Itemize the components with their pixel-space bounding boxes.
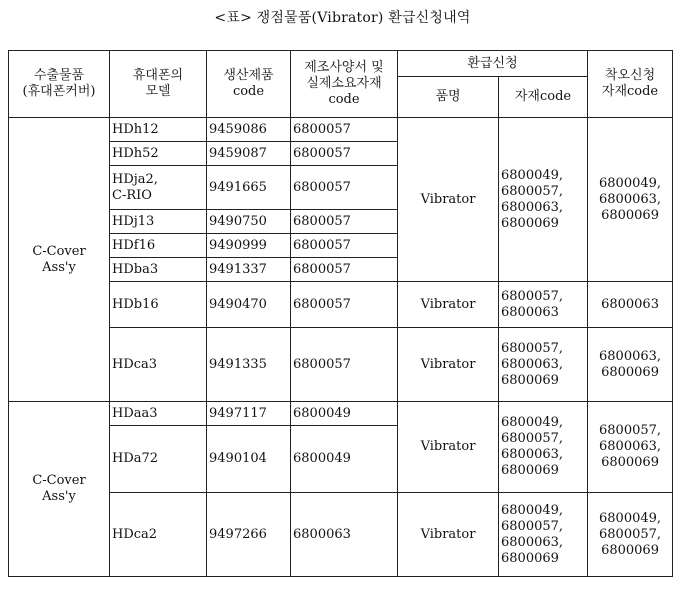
export-goods-cell	[9, 118, 110, 402]
refund-item-cell: Vibrator	[398, 328, 499, 402]
spec-code-cell: 6800057	[291, 234, 398, 258]
header-spec-code-line2: 실제소요자재	[306, 76, 382, 91]
header-phone-model-line1: 휴대폰의	[132, 68, 184, 83]
export-goods-line2: Ass'y	[42, 489, 76, 504]
header-item-name: 품명	[398, 77, 499, 118]
header-mistaken-line1: 착오신청	[604, 68, 656, 83]
code-line: 6800049,	[599, 510, 662, 526]
product-code-cell: 9491335	[207, 328, 291, 402]
code-line: 6800063,	[599, 439, 662, 454]
spec-code-cell: 6800049	[291, 426, 398, 493]
header-export-goods	[9, 51, 110, 118]
export-goods-cell	[9, 402, 110, 577]
code-line: 6800057,	[599, 526, 662, 542]
product-code-cell: 9490750	[207, 210, 291, 234]
code-line: 6800057,	[501, 431, 564, 446]
code-line: 6800049,	[501, 502, 564, 518]
code-line: 6800069	[601, 364, 659, 380]
mistaken-codes-cell: 6800063	[588, 282, 673, 328]
product-code-cell: 9490104	[207, 426, 291, 493]
refund-codes-cell	[499, 402, 588, 493]
spec-code-cell: 6800057	[291, 118, 398, 142]
model-cell: HDba3	[110, 258, 207, 282]
mistaken-codes-cell	[588, 328, 673, 402]
model-cell: HDca3	[110, 328, 207, 402]
product-code-cell: 9459086	[207, 118, 291, 142]
spec-code-cell: 6800057	[291, 166, 398, 210]
product-code-cell: 9490470	[207, 282, 291, 328]
refund-item-cell: Vibrator	[398, 118, 499, 282]
product-code-cell: 9490999	[207, 234, 291, 258]
header-mistaken-request	[588, 51, 673, 118]
code-line: 6800063,	[501, 447, 564, 462]
product-code-cell: 9459087	[207, 142, 291, 166]
header-mistaken-line2: 자재code	[601, 84, 659, 99]
model-cell: HDj13	[110, 210, 207, 234]
code-line: 6800063	[501, 304, 559, 320]
refund-codes-cell	[499, 282, 588, 328]
refund-item-cell: Vibrator	[398, 402, 499, 493]
code-line: 6800049,	[501, 167, 564, 183]
code-line: 6800063,	[501, 356, 564, 372]
table-title: <표> 쟁점물품(Vibrator) 환급신청내역	[214, 10, 471, 26]
spec-code-cell: 6800057	[291, 258, 398, 282]
model-cell: HDh52	[110, 142, 207, 166]
header-phone-model	[110, 51, 207, 118]
spec-code-cell: 6800049	[291, 402, 398, 426]
code-line: 6800057,	[501, 183, 564, 199]
header-export-goods-line1: 수출물품	[33, 68, 85, 83]
model-cell: HDh12	[110, 118, 207, 142]
code-line: 6800063,	[501, 534, 564, 550]
model-cell: HDaa3	[110, 402, 207, 426]
header-row-1	[9, 51, 673, 77]
code-line: 6800057,	[501, 518, 564, 534]
code-line: 6800063,	[599, 348, 662, 364]
code-line: 6800057,	[501, 340, 564, 356]
model-cell: HDf16	[110, 234, 207, 258]
code-line: 6800049,	[501, 415, 564, 430]
header-refund-request: 환급신청	[398, 51, 588, 77]
code-line: 6800069	[501, 215, 559, 231]
header-product-code-line2: code	[232, 84, 265, 99]
code-line: 6800057,	[501, 288, 564, 304]
spec-code-cell: 6800057	[291, 210, 398, 234]
export-goods-line2: Ass'y	[42, 259, 76, 275]
header-export-goods-line2: (휴대폰커버)	[22, 84, 96, 99]
code-line: 6800069	[601, 542, 659, 558]
export-goods-line1: C-Cover	[32, 243, 86, 259]
refund-codes-cell	[499, 118, 588, 282]
code-line: 6800069	[501, 463, 559, 478]
code-line: 6800069	[501, 372, 559, 388]
spec-code-cell: 6800057	[291, 328, 398, 402]
refund-codes-cell	[499, 328, 588, 402]
product-code-cell: 9491665	[207, 166, 291, 210]
header-product-code-line1: 생산제품	[223, 68, 274, 83]
mistaken-codes-cell	[588, 118, 673, 282]
model-cell: HDca2	[110, 493, 207, 577]
refund-item-cell: Vibrator	[398, 282, 499, 328]
model-cell: HDa72	[110, 426, 207, 493]
spec-code-cell: 6800063	[291, 493, 398, 577]
mistaken-codes-cell	[588, 402, 673, 493]
header-phone-model-line2: 모델	[145, 84, 171, 99]
table-row	[9, 402, 673, 426]
code-line: 6800069	[601, 455, 659, 470]
code-line: 6800057,	[599, 423, 662, 438]
code-line: 6800069	[501, 550, 559, 566]
code-line: 6800063,	[501, 199, 564, 215]
header-product-code	[207, 51, 291, 118]
header-spec-code-line3: code	[328, 92, 360, 107]
export-goods-line1: C-Cover	[32, 473, 86, 488]
refund-table	[8, 50, 673, 577]
code-line: 6800063,	[599, 191, 662, 207]
product-code-cell: 9497266	[207, 493, 291, 577]
code-line: 6800069	[601, 207, 659, 223]
refund-codes-cell	[499, 493, 588, 577]
product-code-cell: 9497117	[207, 402, 291, 426]
code-line: 6800049,	[599, 175, 662, 191]
mistaken-codes-cell	[588, 493, 673, 577]
table-row	[9, 118, 673, 142]
model-cell: HDja2, C-RIO	[110, 166, 207, 210]
refund-item-cell: Vibrator	[398, 493, 499, 577]
header-spec-code-line1: 제조사양서 및	[304, 60, 384, 75]
spec-code-cell: 6800057	[291, 282, 398, 328]
header-material-code: 자재code	[499, 77, 588, 118]
spec-code-cell: 6800057	[291, 142, 398, 166]
product-code-cell: 9491337	[207, 258, 291, 282]
header-spec-code	[291, 51, 398, 118]
model-cell: HDb16	[110, 282, 207, 328]
